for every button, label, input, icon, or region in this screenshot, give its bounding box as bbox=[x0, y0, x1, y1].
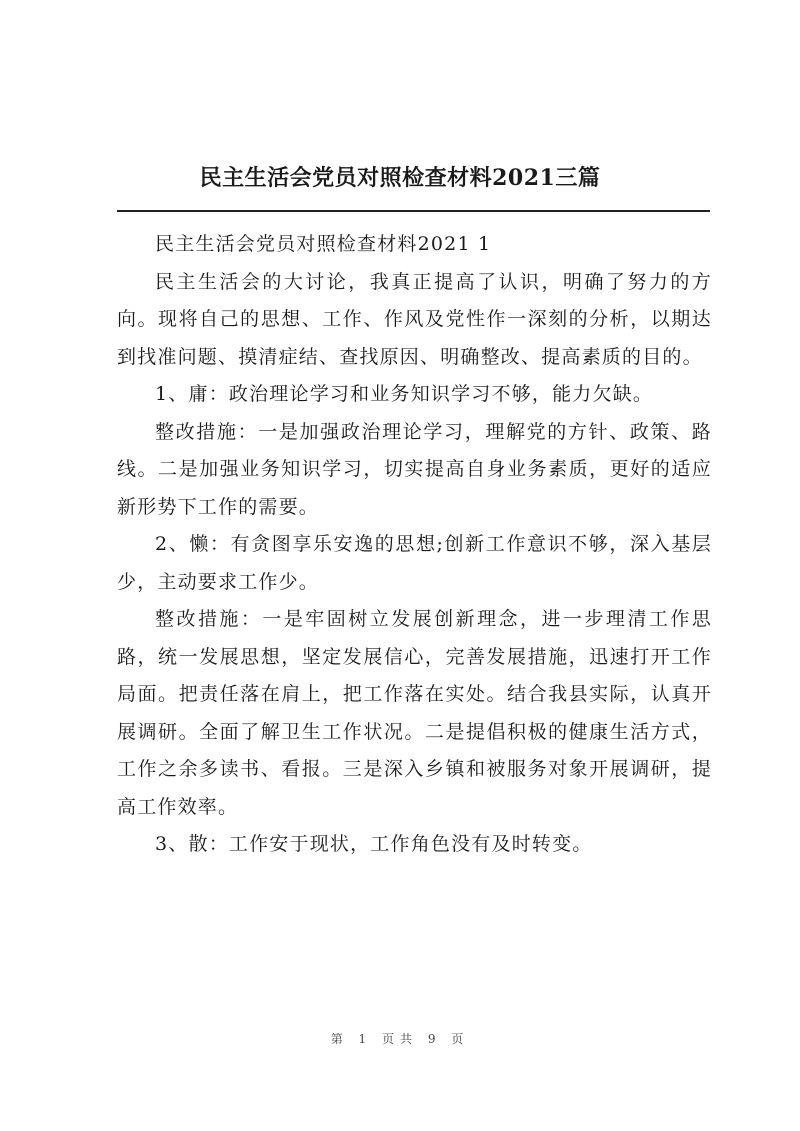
section-heading: 民主生活会党员对照检查材料2021 1 bbox=[155, 233, 492, 255]
document-body bbox=[117, 226, 712, 864]
body-paragraph: 2、懒：有贪图享乐安逸的思想;创新工作意识不够，深入基层少，主动要求工作少。 bbox=[117, 533, 712, 593]
body-paragraph: 3、散：工作安于现状，工作角色没有及时转变。 bbox=[155, 833, 593, 855]
page-footer: 第 1 页共 9 页 bbox=[330, 1032, 470, 1046]
document-title: 民主生活会党员对照检查材料2021三篇 bbox=[199, 165, 601, 191]
body-paragraph: 整改措施：一是加强政治理论学习，理解党的方针、政策、路线。二是加强业务知识学习，切实提高自身业务素质，更好的适应新形势下工作的需要。 bbox=[117, 420, 712, 518]
body-paragraph: 整改措施：一是牢固树立发展创新理念，进一步理清工作思路，统一发展思想，坚定发展信心，完善发展措施，迅速打开工作局面。把责任落在肩上，把工作落在实处。结合我县实际，认真开展调研。全面了解卫生工作状况。二是提倡积极的健康生活方式，工作之余多读书、看报。三是深入乡镇和被服务对象开展调研，提高工作效率。 bbox=[117, 608, 712, 818]
body-paragraph: 民主生活会的大讨论，我真正提高了认识，明确了努力的方向。现将自己的思想、工作、作风及党性作一深刻的分析，以期达到找准问题、摸清症结、查找原因、明确整改、提高素质的目的。 bbox=[117, 270, 712, 368]
body-paragraph: 1、庸：政治理论学习和业务知识学习不够，能力欠缺。 bbox=[155, 383, 654, 405]
title-divider bbox=[117, 210, 710, 212]
